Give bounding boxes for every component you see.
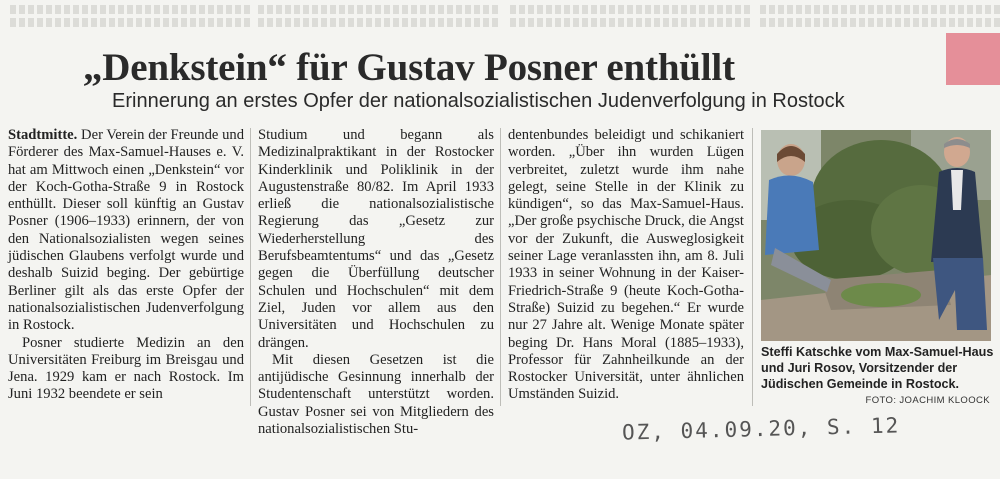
column-divider [500, 128, 501, 406]
paragraph [8, 127, 244, 335]
article-column-1 [8, 127, 244, 404]
article-photo [761, 130, 991, 341]
subheadline: Erinnerung an erstes Opfer der nationalsozialistischen Judenverfolgung in Rostock [112, 90, 845, 112]
photo-caption: Steffi Katschke vom Max-Samuel-Haus und Juri Rosov, Vorsitzender der Jüdischen Gemeinde in Rostock. [761, 345, 994, 391]
bleed-through-text [0, 0, 1000, 30]
article-column-3 [508, 127, 744, 404]
paragraph: Studium und begann als Medizinalpraktikant in der Rostocker Kinderklinik und Poliklinik in der Augustenstraße 80/82. Im April 1933 erließ die nationalsozialistische Regierung das „Gesetz zur Wiederherstellung des Berufsbeamtentums“ und das „Gesetz gegen die Überfüllung deutscher Schulen und Hochschulen“ mit dem Ziel, Juden vor allem aus den Universitäten und Hochschulen zu drängen. [258, 127, 494, 351]
article-column-2 [258, 127, 494, 438]
paragraph: Posner studierte Medizin an den Universitäten Freiburg im Breisgau und Jena. 1929 kam er nach Rostock. Im Juni 1932 beendete er sein [8, 334, 244, 403]
column-divider [250, 128, 251, 406]
handwritten-source-note: OZ, 04.09.20, S. 12 [621, 413, 901, 445]
headline: „Denkstein“ für Gustav Posner enthüllt [83, 46, 735, 90]
photo-credit: FOTO: JOACHIM KLOOCK [865, 395, 990, 406]
dateline: Stadtmitte. [8, 127, 78, 143]
paragraph: Mit diesen Gesetzen ist die antijüdische Gesinnung innerhalb der Studentenschaft unterstützt worden. Gustav Posner sei von Mitgliedern des nationalsozialistischen Stu- [258, 351, 494, 438]
paragraph-text: Der Verein der Freunde und Förderer des Max-Samuel-Hauses e. V. hat am Mittwoch einen „Denkstein“ vor der Koch-Gotha-Straße 9 in Rostock enthüllt. Dieser soll künftig an Gustav Posner (1906–1933) erinnern, der von den Nationalsozialisten wegen seines jüdischen Glaubens verfolgt wurde und deshalb Suizid beging. Der gebürtige Berliner gilt als das erste Opfer der nationalsozialistischen Judenverfolgung in Rostock. [8, 127, 244, 334]
photo-illustration [761, 130, 991, 341]
paragraph: dentenbundes beleidigt und schikaniert worden. „Über ihn wurden Lügen verbreitet, zuletzt wurde ihm nahe gelegt, seine Stelle in der Klinik zu kündigen“, so das Max-Samuel-Haus. „Der große psychische Druck, die Angst vor der Zukunft, die Ausweglosigkeit seiner Lage veranlassten ihn, am 8. Juli 1933 in seiner Wohnung in der Kaiser-Friedrich-Straße 9 (heute Koch-Gotha-Straße) Suizid zu begehen.“ Er wurde nur 27 Jahre alt. Wenige Monate später beging Dr. Hans Moral (1885–1933), Professor für Zahnheilkunde an der Rostocker Universität, unter ähnlichen Umständen Suizid. [508, 127, 744, 403]
column-divider [752, 128, 753, 406]
adjacent-red-box [946, 33, 1000, 85]
